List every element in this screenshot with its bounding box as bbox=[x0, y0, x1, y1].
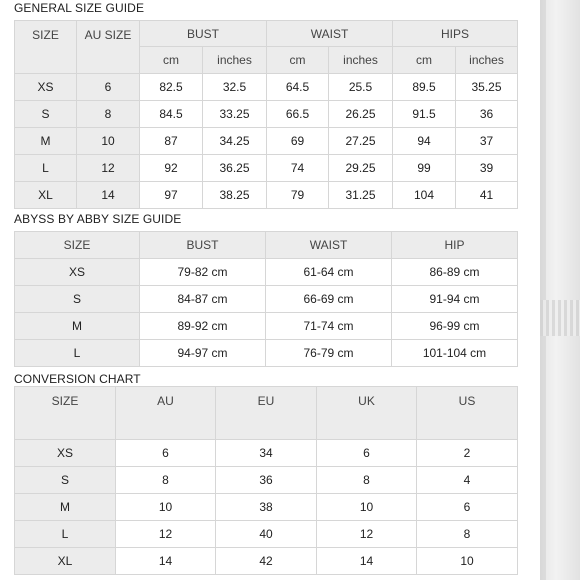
header-size: SIZE bbox=[15, 387, 116, 440]
unit-header: cm bbox=[140, 47, 203, 74]
wall-molding bbox=[540, 300, 580, 336]
table-cell: 71-74 cm bbox=[266, 313, 392, 340]
size-label-cell: S bbox=[15, 467, 116, 494]
table-cell: 64.5 bbox=[267, 74, 329, 101]
table-cell: 6 bbox=[77, 74, 140, 101]
unit-header: inches bbox=[203, 47, 267, 74]
table-cell: 34 bbox=[216, 440, 317, 467]
table-cell: 33.25 bbox=[203, 101, 267, 128]
table-cell: 66-69 cm bbox=[266, 286, 392, 313]
table-cell: 69 bbox=[267, 128, 329, 155]
table-cell: 8 bbox=[77, 101, 140, 128]
table-cell: 25.5 bbox=[329, 74, 393, 101]
header-eu: EU bbox=[216, 387, 317, 440]
table-cell: 92 bbox=[140, 155, 203, 182]
table-row bbox=[15, 340, 518, 367]
size-label-cell: L bbox=[15, 155, 77, 182]
table-row bbox=[15, 128, 518, 155]
table-cell: 10 bbox=[116, 494, 216, 521]
table-cell: 37 bbox=[456, 128, 518, 155]
size-label-cell: L bbox=[15, 521, 116, 548]
table-cell: 96-99 cm bbox=[392, 313, 518, 340]
table-cell: 40 bbox=[216, 521, 317, 548]
table-cell: 91-94 cm bbox=[392, 286, 518, 313]
table-cell: 4 bbox=[417, 467, 518, 494]
table-cell: 101-104 cm bbox=[392, 340, 518, 367]
conversion-chart-title: CONVERSION CHART bbox=[14, 372, 141, 386]
table-cell: 8 bbox=[317, 467, 417, 494]
table-cell: 12 bbox=[116, 521, 216, 548]
table-cell: 82.5 bbox=[140, 74, 203, 101]
table-cell: 41 bbox=[456, 182, 518, 209]
table-cell: 12 bbox=[77, 155, 140, 182]
size-label-cell: XL bbox=[15, 182, 77, 209]
table-row bbox=[15, 155, 518, 182]
header-waist: WAIST bbox=[266, 232, 392, 259]
table-cell: 14 bbox=[317, 548, 417, 575]
table-cell: 94-97 cm bbox=[140, 340, 266, 367]
unit-header: cm bbox=[393, 47, 456, 74]
background-wall bbox=[540, 0, 580, 580]
size-label-cell: S bbox=[15, 286, 140, 313]
header-bust: BUST bbox=[140, 21, 267, 47]
table-cell: 36 bbox=[456, 101, 518, 128]
table-cell: 10 bbox=[77, 128, 140, 155]
table-cell: 89.5 bbox=[393, 74, 456, 101]
table-cell: 26.25 bbox=[329, 101, 393, 128]
table-cell: 38.25 bbox=[203, 182, 267, 209]
table-cell: 34.25 bbox=[203, 128, 267, 155]
table-cell: 86-89 cm bbox=[392, 259, 518, 286]
table-row bbox=[15, 101, 518, 128]
table-cell: 87 bbox=[140, 128, 203, 155]
size-label-cell: XS bbox=[15, 440, 116, 467]
unit-header: inches bbox=[456, 47, 518, 74]
table-cell: 14 bbox=[77, 182, 140, 209]
table-cell: 97 bbox=[140, 182, 203, 209]
unit-header: cm bbox=[267, 47, 329, 74]
abyss-size-guide-title: ABYSS BY ABBY SIZE GUIDE bbox=[14, 212, 182, 226]
table-cell: 79 bbox=[267, 182, 329, 209]
table-cell: 104 bbox=[393, 182, 456, 209]
table-cell: 6 bbox=[116, 440, 216, 467]
size-label-cell: XS bbox=[15, 74, 77, 101]
header-hips: HIPS bbox=[393, 21, 518, 47]
table-cell: 10 bbox=[417, 548, 518, 575]
general-size-guide-title: GENERAL SIZE GUIDE bbox=[14, 1, 145, 15]
table-cell: 74 bbox=[267, 155, 329, 182]
table-cell: 39 bbox=[456, 155, 518, 182]
table-row bbox=[15, 440, 518, 467]
table-cell: 29.25 bbox=[329, 155, 393, 182]
table-row bbox=[15, 313, 518, 340]
table-row bbox=[15, 286, 518, 313]
table-cell: 61-64 cm bbox=[266, 259, 392, 286]
header-size: SIZE bbox=[15, 21, 77, 74]
table-cell: 42 bbox=[216, 548, 317, 575]
size-label-cell: M bbox=[15, 128, 77, 155]
table-cell: 36.25 bbox=[203, 155, 267, 182]
size-label-cell: M bbox=[15, 494, 116, 521]
table-cell: 84-87 cm bbox=[140, 286, 266, 313]
header-hip: HIP bbox=[392, 232, 518, 259]
general-size-table bbox=[14, 20, 518, 209]
table-row bbox=[15, 182, 518, 209]
table-row bbox=[15, 494, 518, 521]
table-cell: 6 bbox=[317, 440, 417, 467]
table-cell: 2 bbox=[417, 440, 518, 467]
table-cell: 10 bbox=[317, 494, 417, 521]
header-bust: BUST bbox=[140, 232, 266, 259]
table-cell: 8 bbox=[116, 467, 216, 494]
table-cell: 79-82 cm bbox=[140, 259, 266, 286]
table-cell: 35.25 bbox=[456, 74, 518, 101]
header-uk: UK bbox=[317, 387, 417, 440]
table-cell: 94 bbox=[393, 128, 456, 155]
table-row bbox=[15, 74, 518, 101]
size-label-cell: S bbox=[15, 101, 77, 128]
header-au: AU bbox=[116, 387, 216, 440]
table-cell: 76-79 cm bbox=[266, 340, 392, 367]
table-row bbox=[15, 467, 518, 494]
header-au-size: AU SIZE bbox=[77, 21, 140, 74]
size-label-cell: XL bbox=[15, 548, 116, 575]
size-label-cell: L bbox=[15, 340, 140, 367]
table-cell: 27.25 bbox=[329, 128, 393, 155]
size-label-cell: XS bbox=[15, 259, 140, 286]
conversion-table bbox=[14, 386, 518, 575]
abyss-size-table bbox=[14, 231, 518, 367]
table-cell: 8 bbox=[417, 521, 518, 548]
table-cell: 99 bbox=[393, 155, 456, 182]
table-cell: 89-92 cm bbox=[140, 313, 266, 340]
table-row bbox=[15, 521, 518, 548]
table-row bbox=[15, 548, 518, 575]
table-cell: 38 bbox=[216, 494, 317, 521]
table-cell: 12 bbox=[317, 521, 417, 548]
header-size: SIZE bbox=[15, 232, 140, 259]
header-us: US bbox=[417, 387, 518, 440]
wall-shadow bbox=[540, 0, 546, 580]
table-cell: 84.5 bbox=[140, 101, 203, 128]
table-cell: 36 bbox=[216, 467, 317, 494]
table-cell: 32.5 bbox=[203, 74, 267, 101]
table-row bbox=[15, 259, 518, 286]
table-cell: 14 bbox=[116, 548, 216, 575]
size-label-cell: M bbox=[15, 313, 140, 340]
table-cell: 6 bbox=[417, 494, 518, 521]
header-waist: WAIST bbox=[267, 21, 393, 47]
table-cell: 91.5 bbox=[393, 101, 456, 128]
unit-header: inches bbox=[329, 47, 393, 74]
table-cell: 31.25 bbox=[329, 182, 393, 209]
table-cell: 66.5 bbox=[267, 101, 329, 128]
